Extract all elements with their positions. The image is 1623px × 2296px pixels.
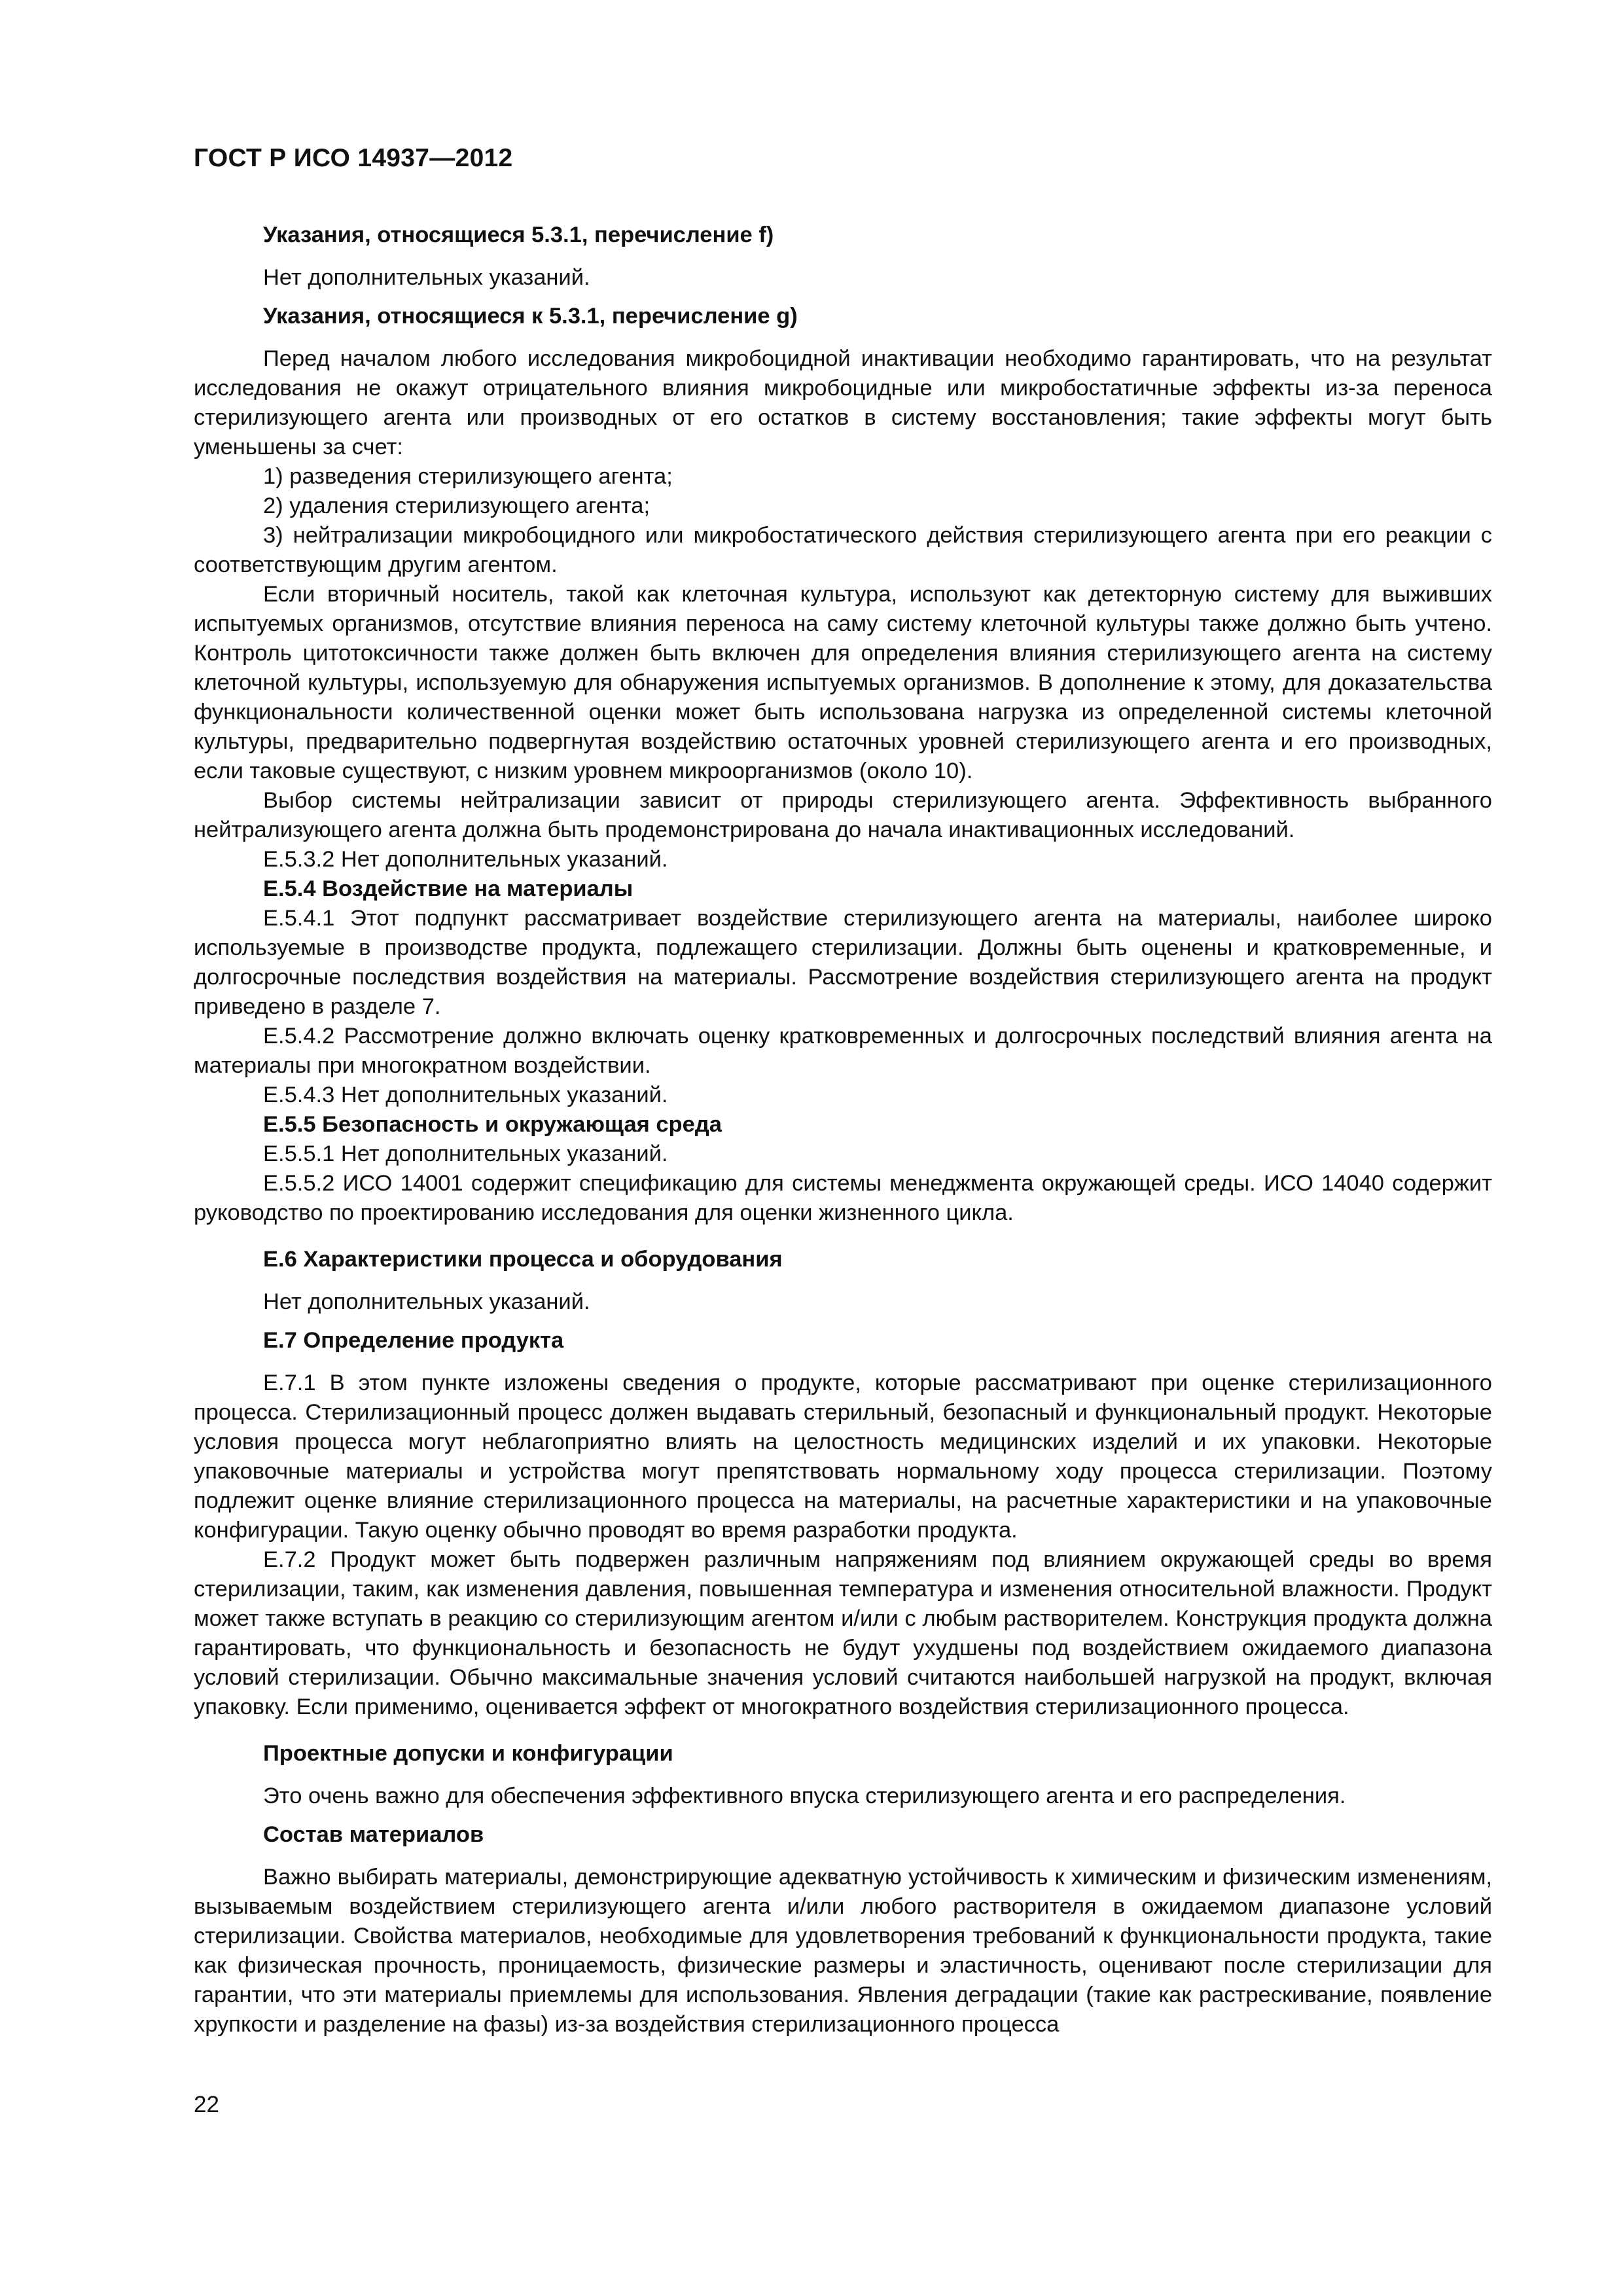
paragraph-cell-culture: Если вторичный носитель, такой как клеточная культура, используют как детекторную систему для выживших испытуемых организмов, отсутствие влияния переноса на саму систему клеточной культуры также должно быть учтено. Контроль цитотоксичности также должен быть включен для определения влияния стерилизующего агента на систему клеточной культуры, используемую для обнаружения испытуемых организмов. В дополнение к этому, для доказательства функциональности количественной оценки может быть использована нагрузка из определенной системы клеточной культуры, предварительно подвергнутая воздействию остаточных уровней стерилизующего агента и его производных, если таковые существуют, с низким уровнем микроорганизмов (около 10). <box>194 582 1492 783</box>
clause-e72: Е.7.2 Продукт может быть подвержен различным напряжениям под влиянием окружающей среды во время стерилизации, таким, как изменения давления, повышенная температура и изменения относительной влажности. Продукт может также вступать в реакцию со стерилизующим агентом и/или с любым растворителем. Конструкция продукта должна гарантировать, что функциональность и безопасность не будут ухудшены под воздействием ожидаемого диапазона условий стерилизации. Обычно максимальные значения условий считаются наибольшей нагрузкой на продукт, включая упаковку. Если применимо, оценивается эффект от многократного воздействия стерилизационного процесса. <box>194 1547 1492 1719</box>
paragraph-materials-composition: Важно выбирать материалы, демонстрирующие адекватную устойчивость к химическим и физическим изменениям, вызываемым воздействием стерилизующего агента и/или любого растворителя в ожидаемом диапазоне условий стерилизации. Свойства материалов, необходимые для удовлетворения требований к функциональности продукта, такие как физическая прочность, проницаемость, физические размеры и эластичность, оценивают после стерилизации для гарантии, что эти материалы приемлемы для использования. Явления деградации (такие как растрескивание, появление хрупкости и разделение на фазы) из-за воздействия стерилизационного процесса <box>194 1865 1492 2037</box>
paragraph-neutralization-choice: Выбор системы нейтрализации зависит от природы стерилизующего агента. Эффективность выбранного нейтрализующего агента должна быть продемонстрирована до начала инактивационных исследований. <box>194 788 1492 842</box>
document-header: ГОСТ Р ИСО 14937—2012 <box>194 144 513 172</box>
clause-e532: Е.5.3.2 Нет дополнительных указаний. <box>263 847 668 872</box>
clause-e552: Е.5.5.2 ИСО 14001 содержит спецификацию для системы менеджмента окружающей среды. ИСО 14040 содержит руководство по проектированию исследования для оценки жизненного цикла. <box>194 1171 1492 1225</box>
page-number: 22 <box>194 2092 219 2117</box>
heading-e6-process: Е.6 Характеристики процесса и оборудования <box>263 1247 783 1272</box>
document-page <box>194 144 1492 2039</box>
heading-guidance-531g: Указания, относящиеся к 5.3.1, перечисление g) <box>263 304 798 329</box>
clause-e542: Е.5.4.2 Рассмотрение должно включать оценку кратковременных и долгосрочных последствий влияния агента на материалы при многократном воздействии. <box>194 1024 1492 1078</box>
paragraph-inactivation-study: Перед началом любого исследования микробоцидной инактивации необходимо гарантировать, что на результат исследования не окажут отрицательного влияния микробоцидные или микробостатичные эффекты из-за переноса стерилизующего агента или производных от его остатков в систему восстановления; такие эффекты могут быть уменьшены за счет: <box>194 346 1492 459</box>
document-body <box>194 221 1492 2039</box>
heading-materials-composition: Состав материалов <box>263 1822 484 1847</box>
heading-guidance-531f: Указания, относящиеся 5.3.1, перечисление f) <box>263 223 774 247</box>
paragraph-e6-text: Нет дополнительных указаний. <box>263 1289 590 1314</box>
clause-e541: Е.5.4.1 Этот подпункт рассматривает воздействие стерилизующего агента на материалы, наиболее широко используемые в производстве продукта, подлежащего стерилизации. Должны быть оценены и кратковременные, и долгосрочные последствия воздействия на материалы. Рассмотрение воздействия стерилизующего агента на продукт приведено в разделе 7. <box>194 906 1492 1019</box>
paragraph-no-guidance-f: Нет дополнительных указаний. <box>263 265 590 290</box>
heading-design-tolerances: Проектные допуски и конфигурации <box>263 1741 673 1766</box>
clause-e71: Е.7.1 В этом пункте изложены сведения о продукте, которые рассматривают при оценке стерилизационного процесса. Стерилизационный процесс должен выдавать стерильный, безопасный и функциональный продукт. Некоторые условия процесса могут неблагоприятно влиять на целостность медицинских изделий и их упаковки. Некоторые упаковочные материалы и устройства могут препятствовать нормальному ходу процесса стерилизации. Поэтому подлежит оценке влияние стерилизационного процесса на материалы, на расчетные характеристики и на упаковочные конфигурации. Такую оценку обычно проводят во время разработки продукта. <box>194 1371 1492 1543</box>
list-item-neutralization: 3) нейтрализации микробоцидного или микробостатического действия стерилизующего агента при его реакции с соответствующим другим агентом. <box>194 523 1492 577</box>
clause-e551: Е.5.5.1 Нет дополнительных указаний. <box>263 1141 668 1166</box>
heading-e55-safety: Е.5.5 Безопасность и окружающая среда <box>263 1112 722 1137</box>
heading-e7-product: Е.7 Определение продукта <box>263 1328 564 1353</box>
heading-e54-materials: Е.5.4 Воздействие на материалы <box>263 876 633 901</box>
paragraph-design-tolerances: Это очень важно для обеспечения эффективного впуска стерилизующего агента и его распределения. <box>263 1784 1346 1808</box>
clause-e543: Е.5.4.3 Нет дополнительных указаний. <box>263 1083 668 1107</box>
list-item-removal: 2) удаления стерилизующего агента; <box>263 493 651 518</box>
list-item-dilution: 1) разведения стерилизующего агента; <box>263 464 673 489</box>
